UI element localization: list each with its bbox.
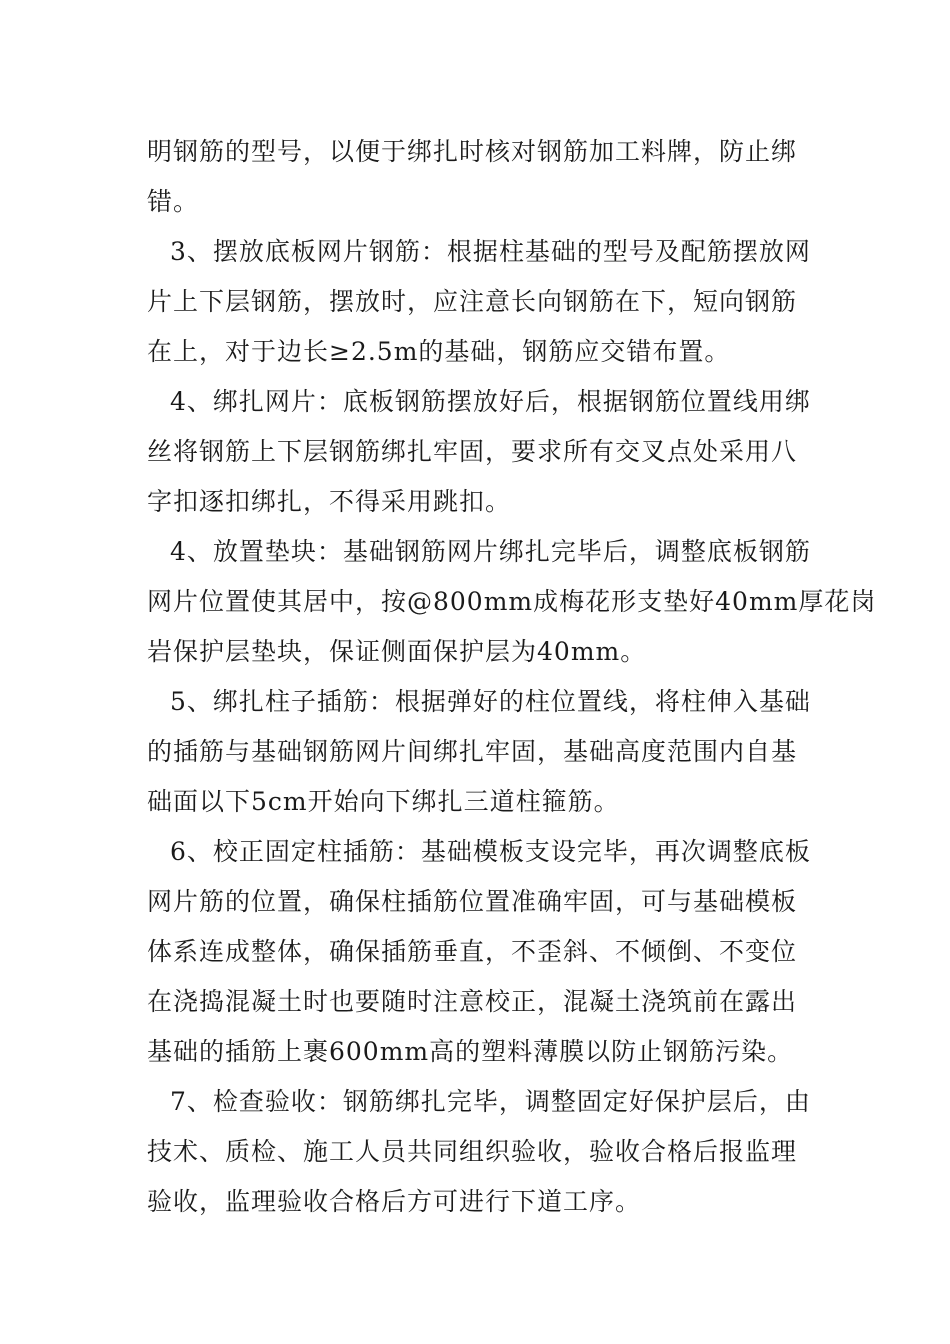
text-line: 网片位置使其居中，按@800mm成梅花形支垫好40mm厚花岗: [147, 587, 877, 616]
text-line: 的插筋与基础钢筋网片间绑扎牢固，基础高度范围内自基: [147, 737, 798, 766]
text-line: 在上，对于边长≥2.5m的基础，钢筋应交错布置。: [147, 337, 731, 366]
text-line: 础面以下5cm开始向下绑扎三道柱箍筋。: [147, 787, 620, 816]
text-line: 片上下层钢筋，摆放时，应注意长向钢筋在下，短向钢筋: [147, 287, 798, 316]
paragraph-heading-line: 3、摆放底板网片钢筋：根据柱基础的型号及配筋摆放网: [170, 237, 811, 266]
paragraph-heading-line: 5、绑扎柱子插筋：根据弹好的柱位置线，将柱伸入基础: [170, 687, 811, 716]
paragraph-heading-line: 6、校正固定柱插筋：基础模板支设完毕，再次调整底板: [170, 837, 811, 866]
paragraph-heading-line: 4、绑扎网片：底板钢筋摆放好后，根据钢筋位置线用绑: [170, 387, 811, 416]
text-line: 丝将钢筋上下层钢筋绑扎牢固，要求所有交叉点处采用八: [147, 437, 798, 466]
text-line: 错。: [147, 187, 200, 216]
text-line: 岩保护层垫块，保证侧面保护层为40mm。: [147, 637, 647, 666]
text-line: 验收，监理验收合格后方可进行下道工序。: [147, 1187, 642, 1216]
text-line: 字扣逐扣绑扎，不得采用跳扣。: [147, 487, 512, 516]
text-line: 明钢筋的型号，以便于绑扎时核对钢筋加工料牌，防止绑: [147, 137, 798, 166]
text-line: 基础的插筋上裹600mm高的塑料薄膜以防止钢筋污染。: [147, 1037, 794, 1066]
text-line: 体系连成整体，确保插筋垂直，不歪斜、不倾倒、不变位: [147, 937, 798, 966]
paragraph-heading-line: 7、检查验收：钢筋绑扎完毕，调整固定好保护层后，由: [170, 1087, 811, 1116]
text-line: 在浇捣混凝土时也要随时注意校正，混凝土浇筑前在露出: [147, 987, 798, 1016]
text-line: 网片筋的位置，确保柱插筋位置准确牢固，可与基础模板: [147, 887, 798, 916]
text-line: 技术、质检、施工人员共同组织验收，验收合格后报监理: [147, 1137, 798, 1166]
paragraph-heading-line: 4、放置垫块：基础钢筋网片绑扎完毕后，调整底板钢筋: [170, 537, 811, 566]
